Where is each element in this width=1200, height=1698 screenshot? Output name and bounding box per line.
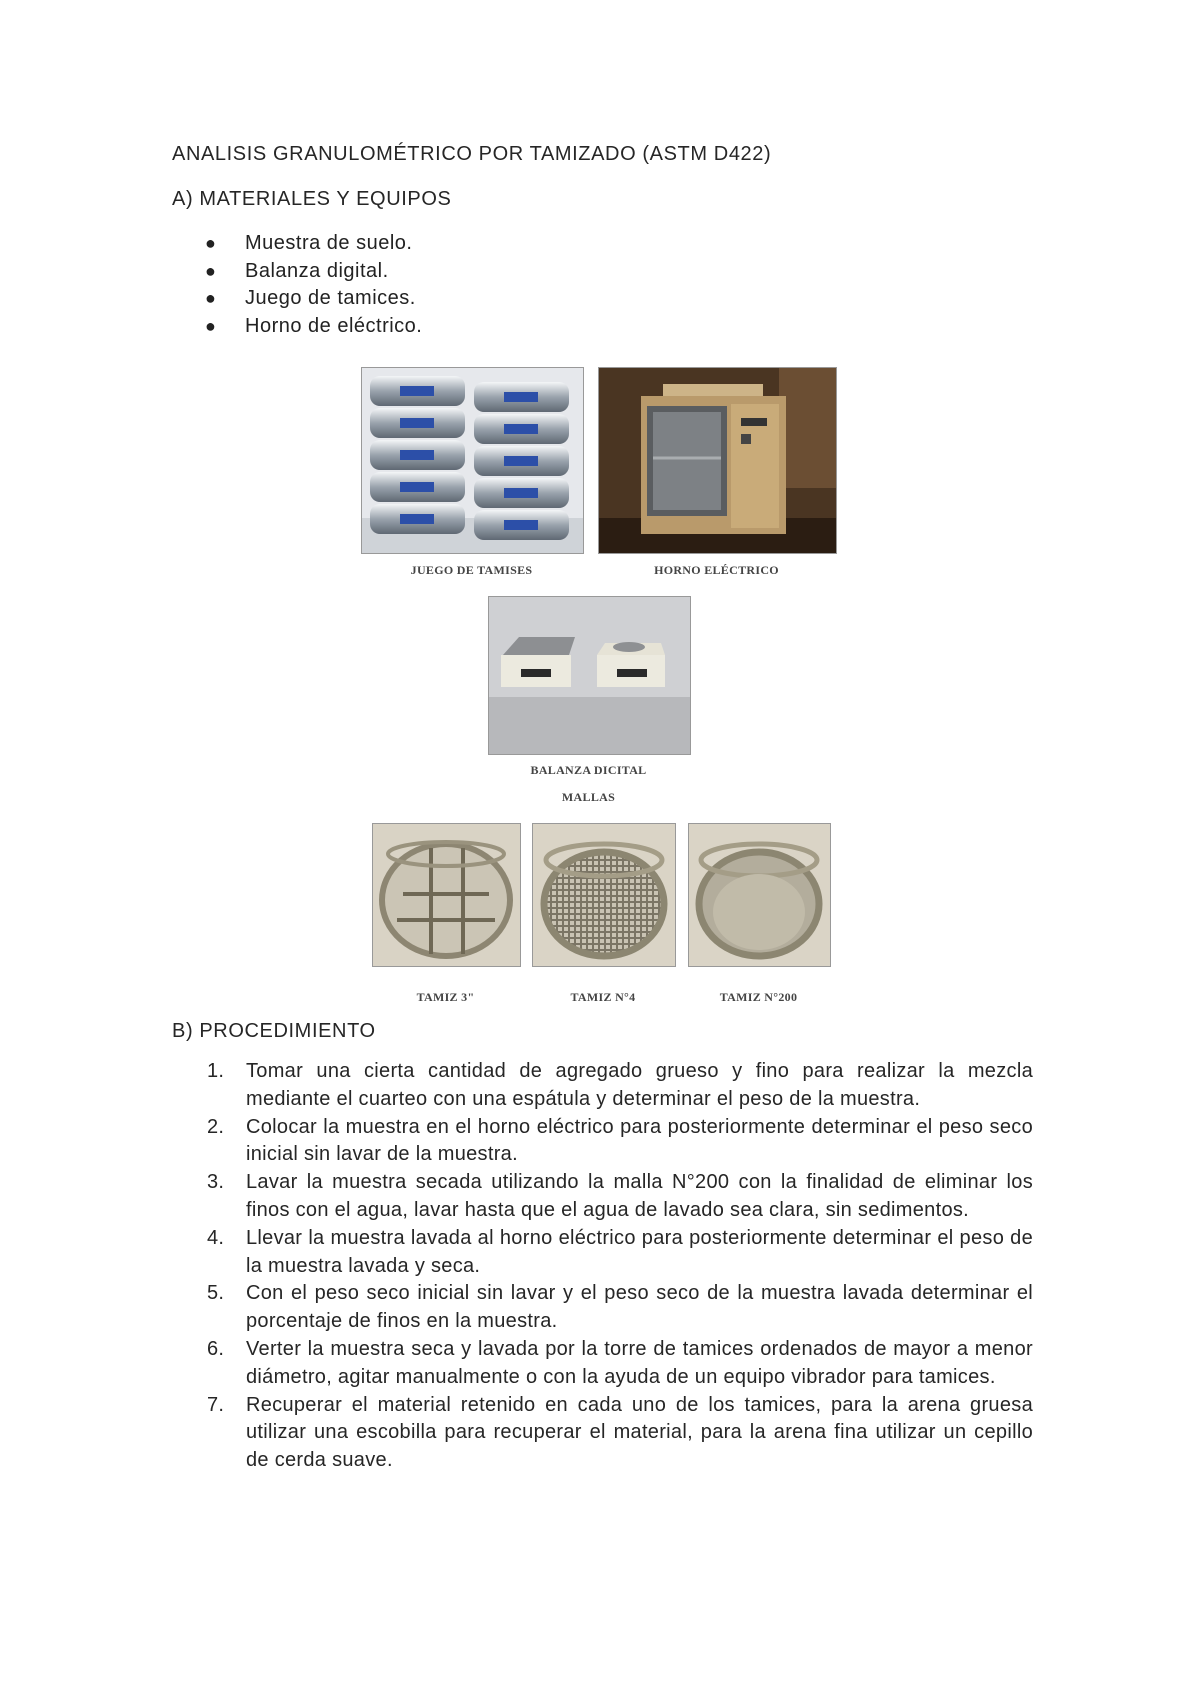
document-title: ANALISIS GRANULOMÉTRICO POR TAMIZADO (ASTM D422) bbox=[172, 143, 772, 165]
list-item: ● Muestra de suelo. bbox=[205, 232, 413, 254]
electric-oven-caption: HORNO ELÉCTRICO bbox=[654, 563, 779, 577]
list-item: 2. Colocar la muestra en el horno eléctrico para posteriormente determinar el peso seco inicial sin lavar de la muestra. bbox=[207, 1115, 1033, 1166]
list-item: 3. Lavar la muestra secada utilizando la malla N°200 con la finalidad de eliminar los finos con el agua, lavar hasta que el agua de lavado sea clara, sin sedimentos. bbox=[207, 1171, 1033, 1221]
sieve-3in-caption: TAMIZ 3" bbox=[416, 990, 475, 1004]
list-item: ● Juego de tamices. bbox=[205, 287, 416, 309]
list-item: ● Balanza digital. bbox=[205, 259, 389, 282]
digital-scale-photo bbox=[488, 596, 691, 755]
sieve-no4-caption: TAMIZ N°4 bbox=[570, 990, 636, 1004]
list-item: 5. Con el peso seco inicial sin lavar y el peso seco de la muestra lavada determinar el porcentaje de finos en la muestra. bbox=[207, 1282, 1033, 1333]
mallas-caption: MALLAS bbox=[561, 790, 616, 804]
sieve-3in-photo bbox=[372, 823, 521, 967]
section-a-heading: A) MATERIALES Y EQUIPOS bbox=[172, 188, 452, 210]
list-item: ● Horno de eléctrico. bbox=[205, 314, 423, 337]
list-item: 4. Llevar la muestra lavada al horno eléctrico para posteriormente determinar el peso de la muestra lavada y seca. bbox=[207, 1226, 1033, 1277]
sieve-set-photo bbox=[361, 367, 584, 554]
sieve-no200-caption: TAMIZ N°200 bbox=[719, 990, 798, 1004]
materials-list bbox=[205, 230, 422, 340]
list-item: 7. Recuperar el material retenido en cada uno de los tamices, para la arena gruesa utilizar una escobilla para recuperar el material, para la arena fina utilizar un cepillo de cerda suave. bbox=[207, 1393, 1033, 1472]
list-item: 6. Verter la muestra seca y lavada por la torre de tamices ordenados de mayor a menor diámetro, agitar manualmente o con la ayuda de un equipo vibrador para tamices. bbox=[207, 1337, 1033, 1388]
sieve-set-caption: JUEGO DE TAMISES bbox=[410, 563, 533, 577]
list-item: 1. Tomar una cierta cantidad de agregado grueso y fino para realizar la mezcla mediante el cuarteo con una espátula y determinar el peso de la muestra. bbox=[207, 1060, 1033, 1110]
electric-oven-photo bbox=[598, 367, 837, 554]
digital-scale-caption: BALANZA DICITAL bbox=[530, 763, 647, 777]
sieve-no4-photo bbox=[532, 823, 676, 967]
sieve-no200-photo bbox=[688, 823, 831, 967]
section-b-heading: B) PROCEDIMIENTO bbox=[172, 1020, 376, 1042]
procedure-list bbox=[205, 1058, 1033, 1475]
